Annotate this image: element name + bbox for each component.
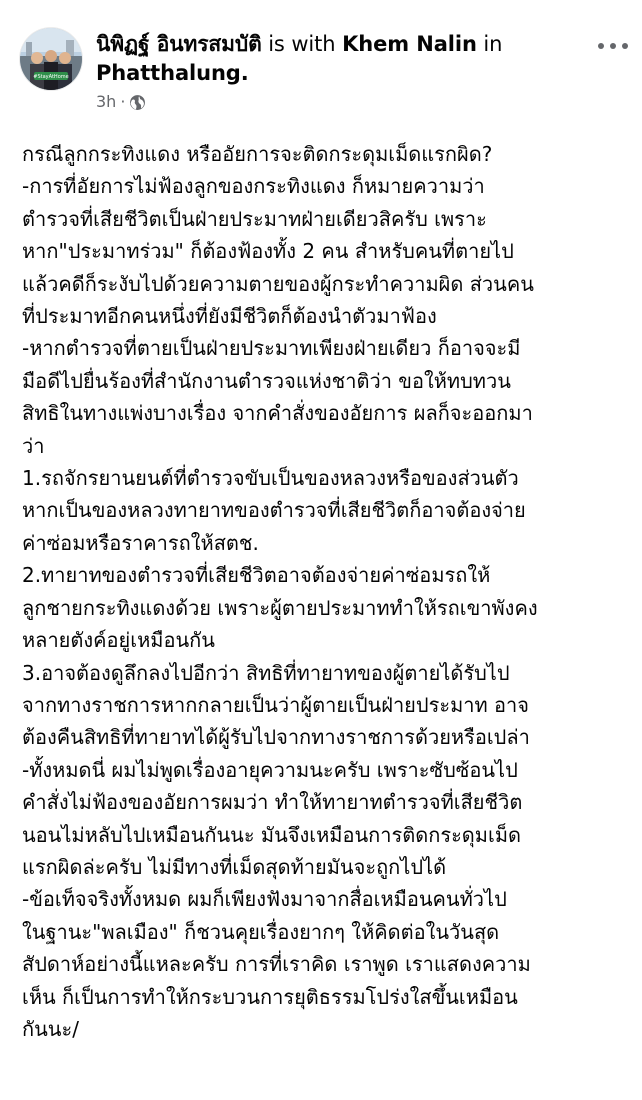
post-text-line: สัปดาห์อย่างนี้แหละครับ การที่เราคิด เราพูด เราแสดงความ [22,952,531,977]
post-text-line: หากเป็นของหลวงทายาทของตำรวจที่เสียชีวิตก็อาจต้องจ่าย [22,498,526,523]
post-text-line: เห็น ก็เป็นการทำให้กระบวนการยุติธรรมโปร่งใสขึ้นเหมือน [22,984,518,1009]
profile-photo [20,28,82,90]
globe-icon[interactable] [129,94,146,111]
avatar-badge-text: #StayAtHome [33,74,69,80]
post-header [0,0,642,118]
post-text-line: ค่าซ่อมหรือราคารถให้สตช. [22,530,259,555]
post-text-line: กรณีลูกกระทิงแดง หรืออัยการจะติดกระดุมเม็ดแรกผิด? [22,142,493,166]
post-author-block [96,30,576,112]
post-text-line: ในฐานะ"พลเมือง" ก็ชวนคุยเรื่องยากๆ ให้คิดต่อในวันสุด [22,919,500,944]
post-text-line: หลายตังค์อยู่เหมือนกัน [22,628,215,653]
avatar[interactable] [20,28,82,90]
post-text [22,138,634,1045]
post-text-line: -ข้อเท็จจริงทั้งหมด ผมก็เพียงฟังมาจากสื่อเหมือนคนทั่วไป [22,887,507,912]
with-text: is with [261,32,343,56]
post-meta [96,92,576,112]
post-headline [96,30,576,88]
more-options-icon[interactable] [598,36,628,56]
post-text-line: จากทางราชการหากกลายเป็นว่าผู้ตายเป็นฝ่ายประมาท อาจ [22,692,529,717]
post-text-line: -ทั้งหมดนี่ ผมไม่พูดเรื่องอายุความนะครับ เพราะซับซ้อนไป [22,757,518,782]
post-text-line: แรกผิดล่ะครับ ไม่มีทางที่เม็ดสุดท้ายมันจะถูกไปได้ [22,854,447,879]
in-text: in [476,32,503,56]
post-text-line: กันนะ/ [22,1016,79,1041]
post-text-line: หาก"ประมาทร่วม" ก็ต้องฟ้องทั้ง 2 คน สำหรับคนที่ตายไป [22,239,514,264]
more-dot [622,43,628,49]
post-text-line: ต้องคืนสิทธิที่ทายาทได้ผู้รับไปจากทางราชการด้วยหรือเปล่า [22,725,530,750]
more-dot [598,43,604,49]
post-text-line: แล้วคดีก็ระงับไปด้วยความตายของผู้กระทำความผิด ส่วนคน [22,271,534,296]
post-text-line: สิทธิในทางแพ่งบางเรื่อง จากคำสั่งของอัยการ ผลก็จะออกมา [22,401,533,426]
post-text-line: 2.ทายาทของตำรวจที่เสียชีวิตอาจต้องจ่ายค่าซ่อมรถให้ [22,563,491,588]
author-name[interactable]: นิพิฏฐ์ อินทรสมบัติ [96,32,262,56]
post-text-line: มือดีไปยื่นร้องที่สำนักงานตำรวจแห่งชาติว่า ขอให้ทบทวน [22,368,511,393]
post-text-line: นอนไม่หลับไปเหมือนกันนะ มันจึงเหมือนการติดกระดุมเม็ด [22,822,521,847]
post-text-line: -หากตำรวจที่ตายเป็นฝ่ายประมาทเพียงฝ่ายเดียว ก็อาจจะมี [22,336,521,361]
tagged-person[interactable]: Khem Nalin [342,32,477,56]
post-text-line: ว่า [22,433,45,458]
post-text-line: ลูกชายกระทิงแดงด้วย เพราะผู้ตายประมาททำให้รถเขาพังคง [22,595,538,620]
post-timestamp[interactable]: 3h [96,92,117,111]
post-text-line: คำสั่งไม่ฟ้องของอัยการผมว่า ทำให้ทายาทตำรวจที่เสียชีวิต [22,790,523,815]
post-text-line: ที่ประมาทอีกคนหนึ่งที่ยังมีชีวิตก็ต้องนำตัวมาฟ้อง [22,304,437,329]
meta-separator: · [120,92,126,111]
more-dot [610,43,616,49]
post-text-line: ตำรวจที่เสียชีวิตเป็นฝ่ายประมาทฝ่ายเดียวสิครับ เพราะ [22,206,487,231]
location-link[interactable]: Phatthalung. [96,61,249,85]
post-text-line: 1.รถจักรยานยนต์ที่ตำรวจขับเป็นของหลวงหรือของส่วนตัว [22,466,519,491]
post-text-line: 3.อาจต้องดูลึกลงไปอีกว่า สิทธิที่ทายาทของผู้ตายได้รับไป [22,660,510,685]
post-text-line: -การที่อัยการไม่ฟ้องลูกของกระทิงแดง ก็หมายความว่า [22,174,485,199]
